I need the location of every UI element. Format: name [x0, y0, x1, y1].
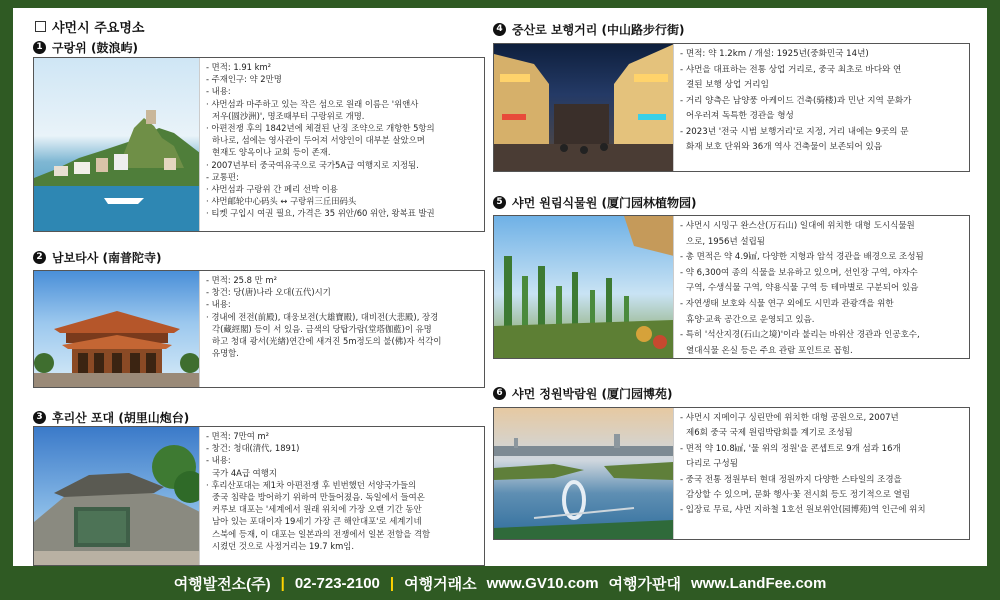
zhongshan-road-photo — [494, 44, 674, 171]
footer-site2-link[interactable]: www.LandFee.com — [691, 574, 827, 592]
checkbox-square-icon — [35, 21, 46, 32]
section-3-details: - 면적: 7만여 m² - 창건: 청대(清代, 1891) - 내용: 국가 4A급 여행지 · 후리산포대는 제1차 아편전쟁 후 빈번했던 서양국가들의 중국 침략을 방어하기 위하여 만들어졌음. 독일에서 들여온 커루보 대포는 '세계에서 원래 위치에 가장 오랜 기간 동안 남아 있는 포대이자 19세기 가장 큰 해안대포'로 세계기네 스북에 등재, 이 대포는 일본과의 전쟁에서 일본 전함을 격함 시켰던 것으로 사정거리는 19.7 km임. — [206, 431, 431, 551]
document-page — [13, 8, 987, 566]
section-4-details: - 면적: 약 1.2km / 개설: 1925년(중화민국 14년) - 샤먼을 대표하는 전통 상업 거리로, 중국 최초로 바다와 연 결된 보행 상업 거리임 - 거리 양측은 남양풍 아케이드 건축(骑楼)과 민난 지역 문화가 어우러져 독특한 경관을 형성 - 2023년 '전국 시범 보행거리'로 지정, 거리 내에는 9곳의 문 화재 보호 단위와 36개 역사 건축물이 보존되어 있음 — [680, 49, 912, 152]
footer-company: 여행발전소(주) — [173, 575, 271, 593]
footer-site1-link[interactable]: www.GV10.com — [486, 574, 599, 592]
section-number-badge: 4 — [493, 23, 506, 36]
section-2-card — [33, 270, 485, 388]
section-5-details: - 샤먼시 시밍구 완스산(万石山) 일대에 위치한 대형 도시식물원 으로, 1956년 설립됨 - 총 면적은 약 4.9㎢, 다양한 지형과 암석 경관을 배경으로 조성됨 - 약 6,300여 종의 식물을 보유하고 있으며, 선인장 구역, 야자수 구역, 수생식물 구역, 약용식물 구역 등 테마별로 구분되어 있음 - 자연생태 보호와 식물 연구 외에도 시민과 관광객을 위한 휴양·교육 공간으로 운영되고 있음. - 특히 '석산지경(石山之境)'이라 불리는 바위산 경관과 인공호수, 열대식물 온실 등은 주요 관람 포인트로 꼽힘. — [680, 221, 924, 356]
footer-site2-label: 여행가판대 — [608, 575, 681, 593]
footer-separator: | — [280, 574, 285, 592]
nanputuo-temple-photo — [34, 271, 200, 387]
section-3-card — [33, 426, 485, 566]
section-number-badge: 1 — [33, 41, 46, 54]
botanical-garden-photo — [494, 216, 674, 358]
section-6-card — [493, 407, 970, 540]
gulangyu-island-photo — [34, 58, 200, 231]
section-3-heading: 3 후리산 포대 (胡里山炮台) — [33, 409, 189, 426]
section-1-heading: 1 구랑위 (鼓浪屿) — [33, 39, 138, 56]
section-number-badge: 2 — [33, 251, 46, 264]
footer-phone: 02-723-2100 — [294, 574, 380, 592]
section-5-card — [493, 215, 970, 359]
section-1-card — [33, 57, 485, 232]
section-5-heading: 5 샤먼 원림식물원 (厦门园林植物园) — [493, 194, 696, 211]
section-number-badge: 3 — [33, 411, 46, 424]
footer-separator: | — [389, 574, 395, 592]
section-2-heading: 2 남보타사 (南普陀寺) — [33, 249, 162, 266]
section-number-badge: 5 — [493, 196, 506, 209]
section-2-details: - 면적: 25.8 만 m² - 창건: 당(唐)나라 오대(五代)시기 - 내용: · 경내에 전전(前殿), 대웅보전(大雄寶殿), 대비전(大悲殿), 장경 각(藏經閣) 등이 서 있음. 금색의 당탑가람(堂塔伽藍)이 유명 하고 청대 광서(光緖)연간에 새겨진 5m정도의 불(佛)자 석각이 유명함. — [206, 275, 442, 359]
document-title: 샤먼시 주요명소 — [35, 17, 144, 36]
footer-site1-label: 여행거래소 — [404, 575, 477, 593]
section-4-heading: 4 중산로 보행거리 (中山路步行街) — [493, 21, 684, 38]
section-1-details: - 면적: 1.91 km² - 주재인구: 약 2만명 - 내용: · 샤먼섬과 마주하고 있는 작은 섬으로 원래 이름은 '위앤사 저우(圆沙洲)', 명조때부터 구랑위로 개명. · 아편전쟁 후의 1842년에 체결된 난징 조약으로 개항한 5항의 하나로, 섬에는 영사관이 두어져 서양인이 대부분 살았으며 현재도 양옥이나 교회 등이 존재. · 2007년부터 중국여유국으로 국가5A급 여행지로 지정됨. - 교통편: · 샤먼섬과 구랑위 간 페리 선박 이용 · 샤먼邮轮中心码头 ↔ 구랑위三丘田码头 · 티켓 구입시 여권 필요, 가격은 35 위안/60 위안, 왕복표 발권 — [206, 62, 435, 219]
section-4-card — [493, 43, 970, 172]
footer-bar — [0, 566, 1000, 600]
hulishan-fortress-photo — [34, 427, 200, 565]
garden-expo-park-photo — [494, 408, 674, 539]
section-6-heading: 6 샤먼 정원박람원 (厦门园博苑) — [493, 385, 672, 402]
section-number-badge: 6 — [493, 387, 506, 400]
section-6-details: - 샤먼시 지메이구 싱린만에 위치한 대형 공원으로, 2007년 제6회 중국 국제 원림박람회를 계기로 조성됨 - 면적 약 10.8㎢, '물 위의 정원'을 콘셉트로 9개 섬과 16개 다리로 구성됨 - 중국 전통 정원부터 현대 정원까지 다양한 스타일의 조경을 감상할 수 있으며, 문화 행사·꽃 전시회 등도 정기적으로 열림 - 입장료 무료, 샤먼 지하철 1호선 원보위안(园博苑)역 인근에 위치 — [680, 413, 926, 516]
